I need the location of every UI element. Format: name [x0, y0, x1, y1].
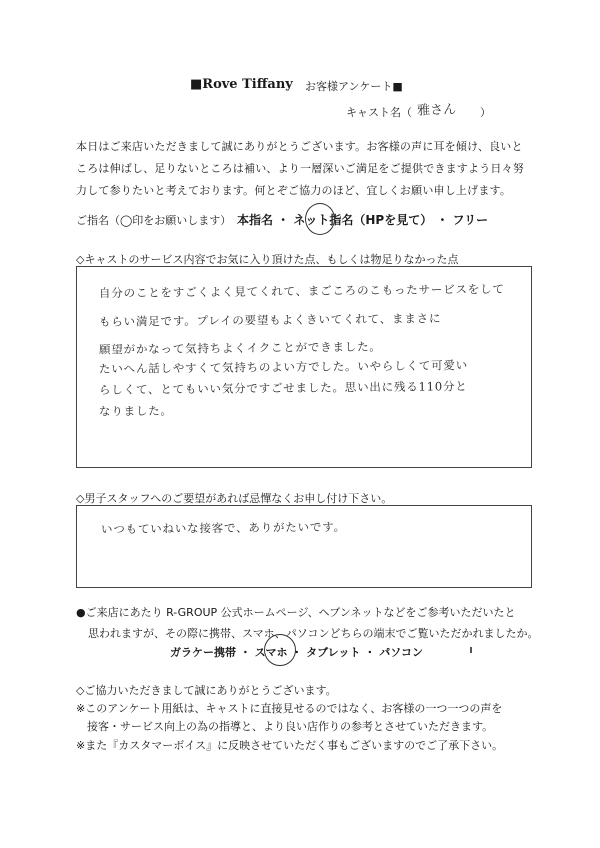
store-title: ■Rove Tiffany — [190, 77, 293, 92]
handwritten-line: らしくて、とてもいい気分ですごせました。思い出に残る110分と — [98, 379, 468, 397]
referral-question-line: ●ご来店にあたり R-GROUP 公式ホームページ、ヘブンネットなどをご参考いただいたと — [76, 606, 516, 619]
intro-line: ころは伸ばし、足りないところは補い、より一層深いご満足をご提供できますよう日々努 — [76, 162, 524, 175]
handwritten-line: もらい満足です。プレイの要望もよくきいてくれて、ままさに — [98, 311, 442, 329]
handwritten-line: 願望がかなって気持ちよくイクことができました。 — [98, 339, 382, 357]
footer-line: ※このアンケート用紙は、キャストに直接見せるのではなく、お客様の一つ一つの声を — [76, 702, 503, 715]
cast-name-close: ） — [480, 106, 491, 119]
intro-paragraph — [76, 136, 536, 202]
service-section-label: ◇キャストのサービス内容でお気に入り頂けた点、もしくは物足りなかった点 — [76, 253, 459, 266]
handwritten-line: いつもていねいな接客で、ありがたいです。 — [100, 519, 346, 537]
nomination-label: ご指名（◯印をお願いします） — [76, 214, 232, 227]
handwritten-line: 自分のことをすごくよく見てくれて、まごころのこもったサービスをして — [98, 281, 505, 301]
nomination-options: 本指名 ・ ネット指名（HPを見て） ・ フリー — [237, 213, 489, 227]
service-answer-box — [76, 266, 532, 468]
cast-name-handwritten: 雅さん — [416, 102, 457, 119]
handwritten-line: たいへん話しやすくて気持ちのよい方でした。いやらしくて可愛い — [98, 358, 469, 376]
footer-line: ◇ご協力いただきまして誠にありがとうございます。 — [76, 684, 337, 697]
intro-line: 本日はご来店いただきまして誠にありがとうございます。お客様の声に耳を傾け、良いと — [76, 140, 523, 153]
staff-answer-box — [76, 505, 532, 588]
device-options: ガラケー携帯 ・ スマホ ・ タブレット ・ パソコン — [170, 646, 423, 659]
pen-mark — [470, 647, 472, 653]
intro-line: 力して参りたいと考えております。何とぞご協力のほど、宜しくお願い申し上げます。 — [76, 184, 512, 197]
staff-section-label: ◇男子スタッフへのご要望があれば忌憚なくお申し付け下さい。 — [76, 492, 393, 505]
referral-question-line: 思われますが、その際に携帯、スマホ、パソコンどちらの端末でご覧いただかれましたか。 — [88, 627, 539, 640]
handwritten-line: なりました。 — [98, 403, 173, 419]
footer-line: ※また『カスタマーボイス』に反映させていただく事もございますのでご了承下さい。 — [76, 739, 504, 752]
survey-heading: お客様アンケート■ — [305, 80, 403, 93]
footer-line: 接客・サービス向上の為の指導と、より良い店作りの参考とさせていただきます。 — [76, 720, 494, 733]
nomination-circle-mark — [305, 203, 335, 235]
device-circle-mark — [264, 634, 296, 666]
cast-name-label: キャスト名（ — [346, 106, 412, 119]
